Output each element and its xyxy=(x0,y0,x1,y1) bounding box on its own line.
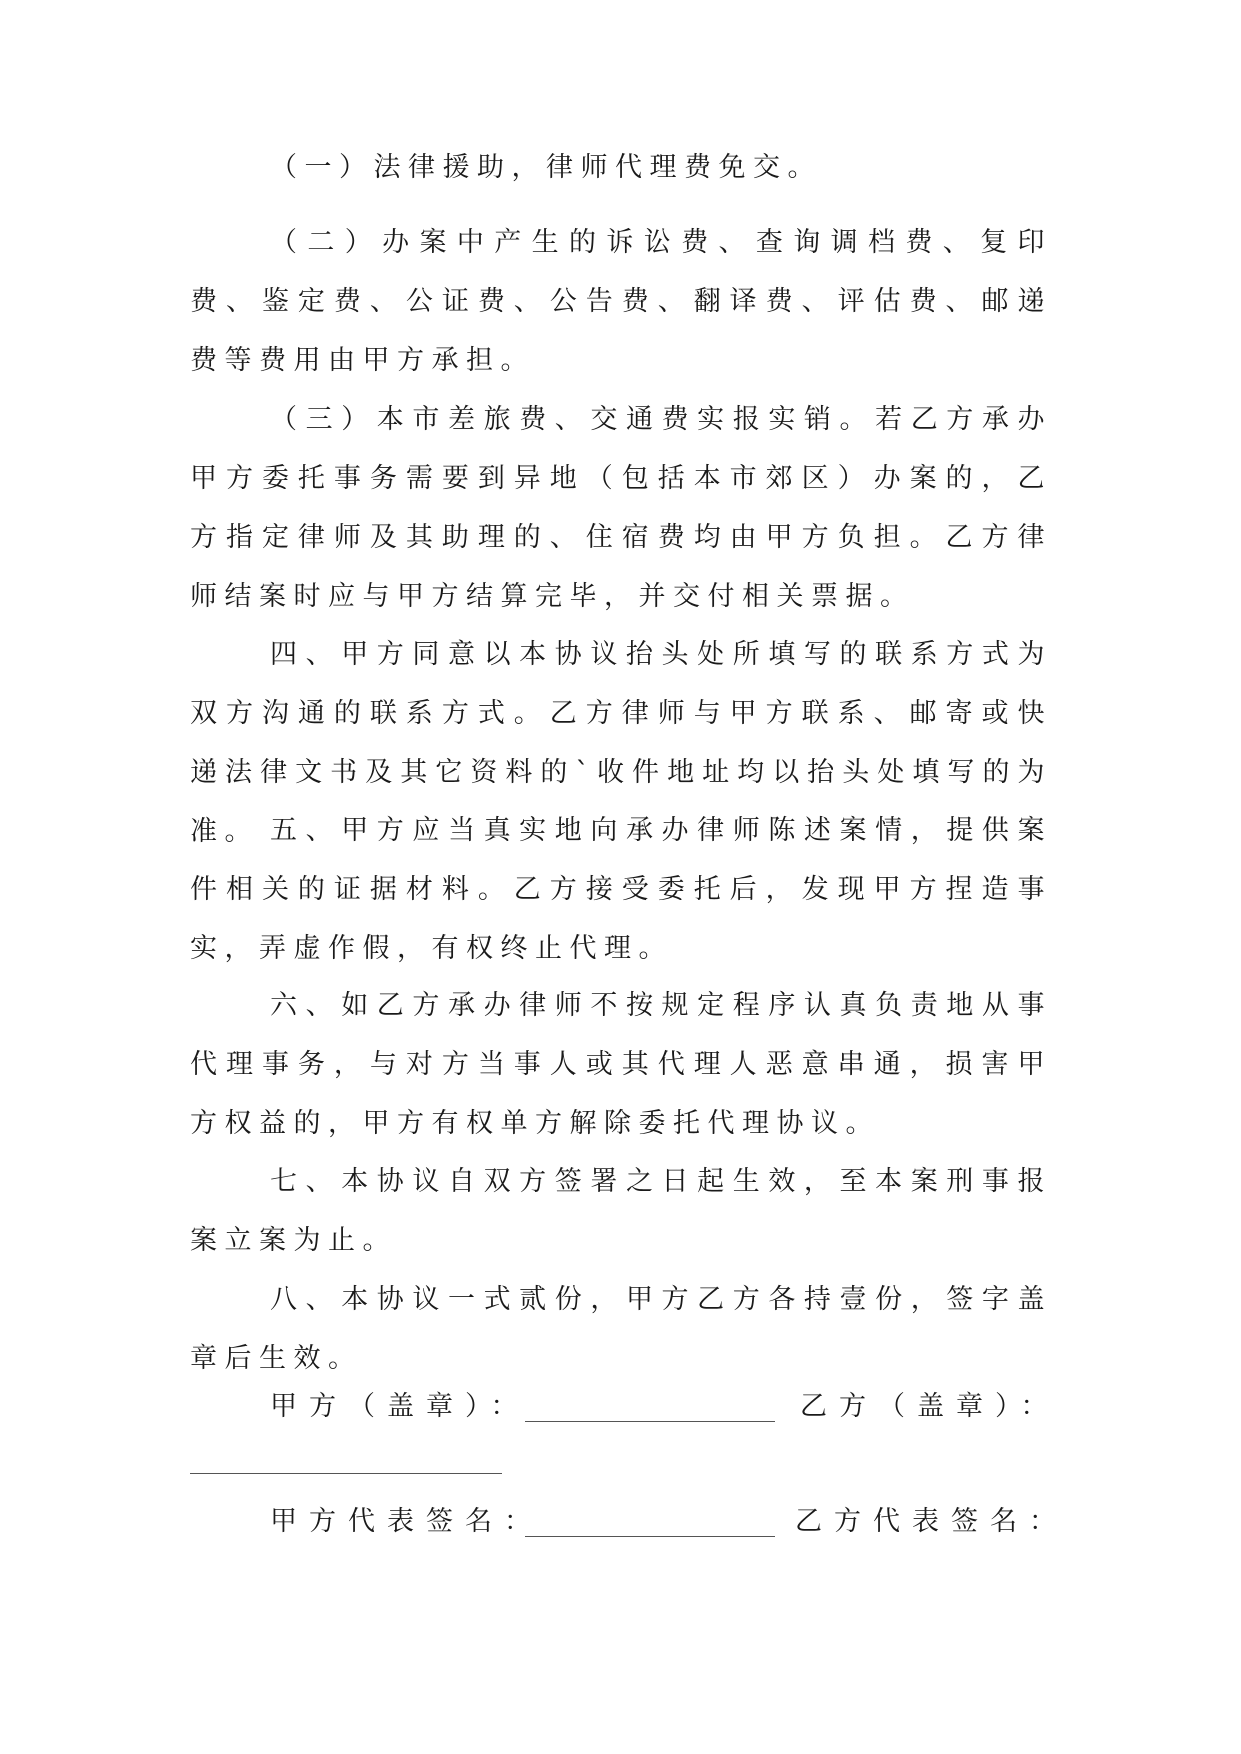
party-a-seal-label: 甲方（盖章）： xyxy=(270,1391,530,1422)
paragraph-4: 四、甲方同意以本协议抬头处所填写的联系方式为双方沟通的联系方式。乙方律师与甲方联系、邮寄或快递法律文书及其它资料的`收件地址均以抬头处填写的为准。 xyxy=(190,639,1052,847)
party-b-seal-line[interactable] xyxy=(190,1473,502,1474)
representative-row xyxy=(190,1500,1068,1544)
paragraph-6: 六、如乙方承办律师不按规定程序认真负责地从事代理事务，与对方当事人或其代理人恶意串通，损害甲方权益的，甲方有权单方解除委托代理协议。 xyxy=(190,990,1052,1139)
party-b-seal-label: 乙方（盖章）： xyxy=(800,1391,1060,1422)
party-a-rep-line[interactable] xyxy=(525,1536,775,1537)
paragraph-3: （三）本市差旅费、交通费实报实销。若乙方承办甲方委托事务需要到异地（包括本市郊区）办案的，乙方指定律师及其助理的、住宿费均由甲方负担。乙方律师结案时应与甲方结算完毕，并交付相关票据。 xyxy=(190,404,1052,612)
party-a-rep-label: 甲方代表签名： xyxy=(270,1506,543,1537)
seal-row xyxy=(190,1385,1060,1429)
paragraph-2: （二）办案中产生的诉讼费、查询调档费、复印费、鉴定费、公证费、公告费、翻译费、评估费、邮递费等费用由甲方承担。 xyxy=(190,227,1052,376)
paragraph-7: 七、本协议自双方签署之日起生效，至本案刑事报案立案为止。 xyxy=(190,1166,1052,1256)
party-b-rep-label: 乙方代表签名： xyxy=(795,1506,1068,1537)
paragraph-5: 五、甲方应当真实地向承办律师陈述案情，提供案件相关的证据材料。乙方接受委托后，发现甲方捏造事实，弄虚作假，有权终止代理。 xyxy=(190,815,1052,964)
paragraph-8: 八、本协议一式贰份，甲方乙方各持壹份，签字盖章后生效。 xyxy=(190,1284,1052,1374)
party-a-seal-line[interactable] xyxy=(525,1421,775,1422)
paragraph-1: （一）法律援助，律师代理费免交。 xyxy=(270,152,822,183)
